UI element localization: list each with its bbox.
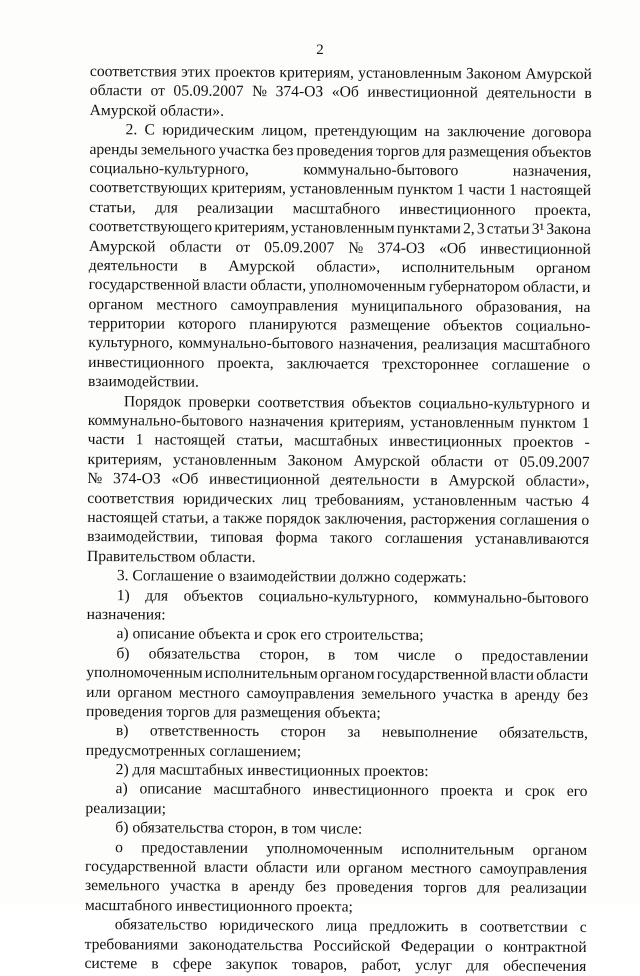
text-line: реализации; — [85, 799, 167, 818]
text-line: б) обязательства сторон, в том числе: — [115, 819, 363, 838]
text-line: о предоставлении уполномоченным исполнительным органом — [115, 838, 588, 859]
text-line: взаимодействии, типовая форма такого соглашения устанавливаются — [87, 528, 590, 549]
text-line: Амурской области». — [89, 101, 225, 120]
text-line: государственной власти области или органом местного самоуправления — [85, 858, 588, 879]
text-line: деятельности в Амурской области», исполнительным органом — [88, 256, 591, 277]
text-line: инвестиционного проекта, заключается трехстороннее соглашение о — [88, 353, 591, 374]
text-line: 3. Соглашение о взаимодействии должно содержать: — [116, 567, 467, 587]
text-line: 2) для масштабных инвестиционных проектов: — [115, 761, 429, 781]
text-line: соответствия этих проектов критериям, установленным Законом Амурской — [89, 62, 592, 84]
text-line: 1) для объектов социально-культурного, коммунально-бытового — [116, 586, 589, 607]
text-line: государственной власти области, уполномоченным губернатором области, и — [88, 276, 591, 297]
document-body — [84, 62, 592, 976]
page-number: 2 — [316, 42, 324, 58]
text-line: масштабного инвестиционного проекта; — [84, 896, 353, 916]
text-line: части 1 настоящей статьи, масштабных инвестиционных проектов - — [87, 431, 590, 452]
text-line: коммунально-бытового назначения критериям, установленным пунктом 1 — [87, 412, 590, 433]
text-line: аренды земельного участка без проведения торгов для размещения объектов — [89, 140, 592, 161]
text-line: а) описание масштабного инвестиционного проекта и срок его — [115, 780, 588, 801]
text-line: соответствующих критериям, установленным пунктом 1 части 1 настоящей — [89, 179, 592, 200]
text-line: обязательство юридического лица предложить в соответствии с — [114, 916, 587, 937]
text-line: области от 05.09.2007 № 374-ОЗ «Об инвестиционной деятельности в — [89, 82, 592, 103]
text-line: системе в сфере закупок товаров, работ, услуг для обеспечения — [84, 954, 587, 976]
text-line: б) обязательства сторон, в том числе о предоставлении — [116, 644, 589, 665]
text-line: статьи, для реализации масштабного инвестиционного проекта, — [89, 198, 592, 219]
text-line: а) описание объекта и срок его строительства; — [116, 625, 424, 645]
text-line: 2. С юридическим лицом, претендующим на заключение договора — [125, 121, 592, 142]
text-line: требованиями законодательства Российской Федерации о контрактной — [84, 935, 587, 956]
text-line: уполномоченным исполнительным органом государственной власти области — [86, 664, 589, 685]
text-line: культурного, коммунально-бытового назначения, реализация масштабного — [88, 334, 591, 355]
text-line: критериям, установленным Законом Амурской области от 05.09.2007 — [87, 450, 590, 471]
text-line: № 374-ОЗ «Об инвестиционной деятельности в Амурской области», — [87, 470, 590, 491]
text-line: или органом местного самоуправления земельного участка в аренду без — [86, 683, 589, 704]
text-line: Порядок проверки соответствия объектов социально-культурного и — [123, 392, 590, 413]
text-line: социально-культурного, коммунально-бытового назначения, — [89, 159, 592, 181]
text-line: взаимодействии. — [87, 373, 200, 391]
text-line: назначения: — [86, 605, 166, 624]
text-line: территории которого планируются размещение объектов социально- — [88, 315, 591, 336]
text-line: органом местного самоуправления муниципального образования, на — [88, 295, 591, 316]
text-line: настоящей статьи, а также порядок заключения, расторжения соглашения о — [87, 508, 590, 530]
text-line: предусмотренных соглашением; — [85, 741, 302, 760]
text-line: соответствия юридических лиц требованиям, установленным частью 4 — [87, 489, 590, 510]
text-line: соответствующего критериям, установленным пунктами 2, 3 статьи 3¹ Закона — [88, 218, 592, 239]
text-line: Амурской области от 05.09.2007 № 374-ОЗ «Об инвестиционной — [88, 237, 591, 258]
text-line: земельного участка в аренду без проведения торгов для реализации — [84, 877, 587, 898]
text-line: в) ответственность сторон за невыполнение обязательств, — [115, 722, 588, 743]
text-line: проведения торгов для размещения объекта; — [85, 702, 381, 722]
text-line: Правительством области. — [86, 547, 256, 566]
